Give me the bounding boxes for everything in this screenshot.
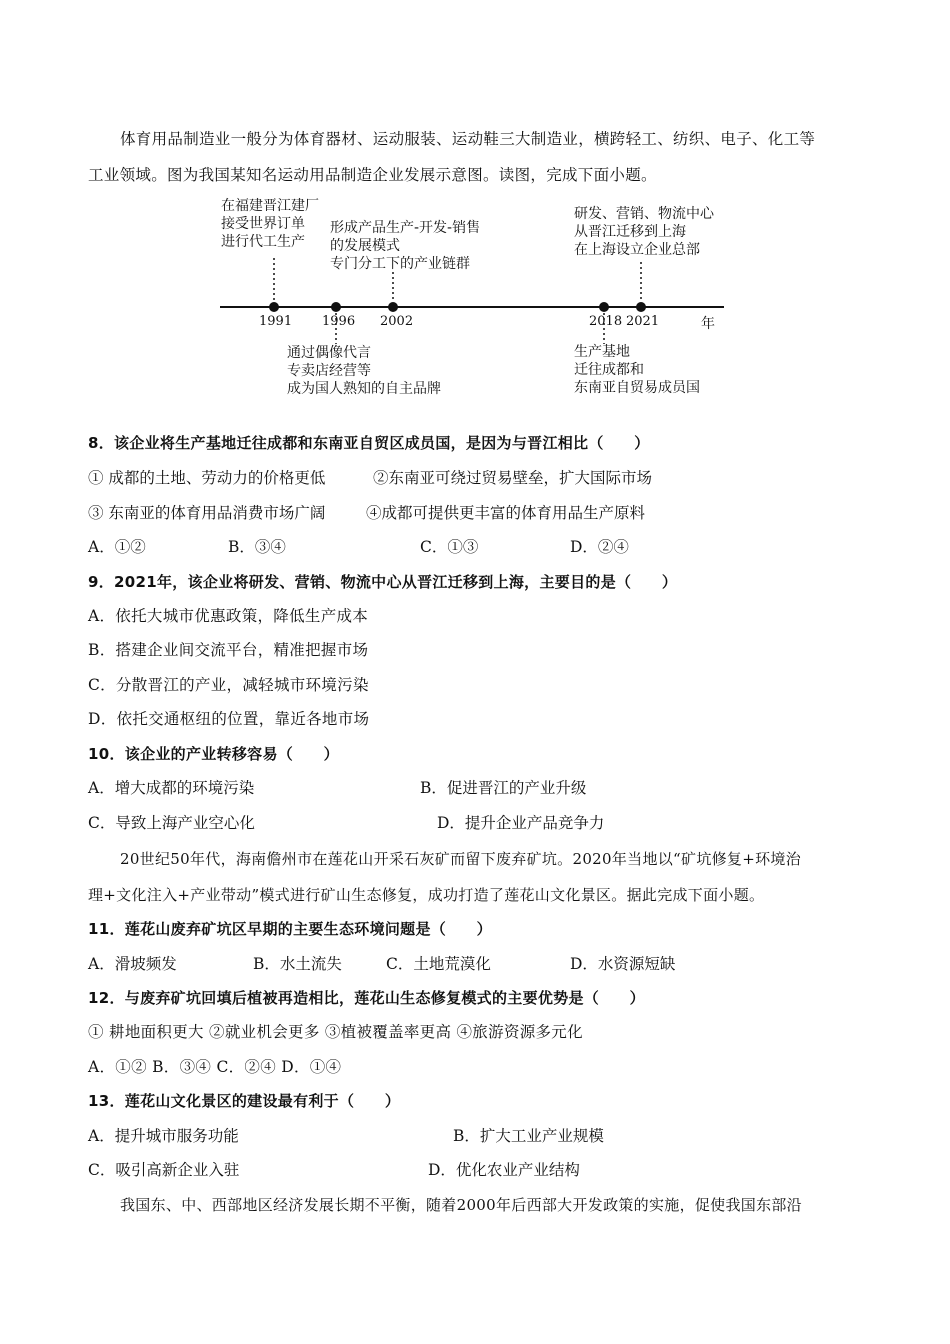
q11-stem: 11．莲花山废弃矿坑区早期的主要生态环境问题是（ ） xyxy=(88,920,492,938)
label-1991-line3: 进行代工生产 xyxy=(221,234,305,250)
timeline-label-1991 xyxy=(221,197,319,251)
timeline-axis-graphic xyxy=(0,0,950,420)
timeline-diagram xyxy=(0,0,950,420)
q9-option-a[interactable]: A．依托大城市优惠政策，降低生产成本 xyxy=(88,607,369,625)
q8-option-b[interactable]: B．③④ xyxy=(228,538,286,556)
q10-option-a[interactable]: A．增大成都的环境污染 xyxy=(88,779,255,797)
label-2002-line3: 专门分工下的产业链群 xyxy=(330,256,470,272)
q10-option-b[interactable]: B．促进晋江的产业升级 xyxy=(420,779,587,797)
timeline-year-2021: 2021 xyxy=(626,314,660,329)
timeline-year-2002: 2002 xyxy=(380,314,414,329)
timeline-label-2018 xyxy=(574,343,700,397)
q9-option-b[interactable]: B．搭建企业间交流平台，精准把握市场 xyxy=(88,641,369,659)
timeline-point-2021 xyxy=(636,302,646,312)
label-2002-line1: 形成产品生产-开发-销售 xyxy=(330,220,481,236)
q13-option-d[interactable]: D．优化农业产业结构 xyxy=(428,1161,580,1179)
q11-option-c[interactable]: C．土地荒漠化 xyxy=(386,955,491,973)
timeline-label-2021 xyxy=(574,205,714,259)
label-1996-line2: 专卖店经营等 xyxy=(287,363,371,379)
intro2-line2: 理+文化注入+产业带动”模式进行矿山生态修复，成功打造了莲花山文化景区。据此完成下面小题。 xyxy=(88,886,765,904)
q12-items: ① 耕地面积更大 ②就业机会更多 ③植被覆盖率更高 ④旅游资源多元化 xyxy=(88,1023,583,1041)
q8-stem: 8．该企业将生产基地迁往成都和东南亚自贸区成员国，是因为与晋江相比（ ） xyxy=(88,434,650,452)
q13-option-a[interactable]: A．提升城市服务功能 xyxy=(88,1127,239,1145)
intro3-line1: 我国东、中、西部地区经济发展长期不平衡，随着2000年后西部大开发政策的实施，促使我国东部沿 xyxy=(120,1196,802,1214)
intro1-line2: 工业领域。图为我国某知名运动用品制造企业发展示意图。读图，完成下面小题。 xyxy=(88,166,657,184)
q9-option-c[interactable]: C．分散晋江的产业，减轻城市环境污染 xyxy=(88,676,369,694)
q8-option-a[interactable]: A．①② xyxy=(88,538,146,556)
q12-options[interactable]: A．①② B．③④ C．②④ D．①④ xyxy=(88,1058,342,1076)
q9-stem: 9．2021年，该企业将研发、营销、物流中心从晋江迁移到上海，主要目的是（ ） xyxy=(88,573,678,591)
timeline-label-1996 xyxy=(287,344,441,398)
q9-option-d[interactable]: D．依托交通枢纽的位置，靠近各地市场 xyxy=(88,710,370,728)
label-2021-line3: 在上海设立企业总部 xyxy=(574,242,700,258)
q11-option-a[interactable]: A．滑坡频发 xyxy=(88,955,177,973)
timeline-point-2002 xyxy=(388,302,398,312)
label-2021-line1: 研发、营销、物流中心 xyxy=(574,206,714,222)
timeline-label-2002 xyxy=(330,219,480,273)
q10-option-c[interactable]: C．导致上海产业空心化 xyxy=(88,814,255,832)
label-2018-line2: 迁往成都和 xyxy=(574,362,644,378)
q11-option-b[interactable]: B．水土流失 xyxy=(253,955,342,973)
timeline-point-1996 xyxy=(331,302,341,312)
q10-stem: 10．该企业的产业转移容易（ ） xyxy=(88,745,339,763)
label-2018-line3: 东南亚自贸易成员国 xyxy=(574,380,700,396)
intro2-line1: 20世纪50年代，海南儋州市在莲花山开采石灰矿而留下废弃矿坑。2020年当地以“矿坑修复+环境治 xyxy=(120,850,801,868)
timeline-year-1991: 1991 xyxy=(259,314,293,329)
timeline-point-1991 xyxy=(269,302,279,312)
q8-option-c[interactable]: C．①③ xyxy=(420,538,479,556)
q13-option-b[interactable]: B．扩大工业产业规模 xyxy=(453,1127,604,1145)
label-2002-line2: 的发展模式 xyxy=(330,238,400,254)
label-1991-line2: 接受世界订单 xyxy=(221,216,305,232)
q8-option-d[interactable]: D．②④ xyxy=(570,538,629,556)
q8-item3: ③ 东南亚的体育用品消费市场广阔 xyxy=(88,504,326,522)
label-2018-line1: 生产基地 xyxy=(574,344,630,360)
label-1991-line1: 在福建晋江建厂 xyxy=(221,198,319,214)
q10-option-d[interactable]: D．提升企业产品竞争力 xyxy=(437,814,605,832)
timeline-point-2018 xyxy=(599,302,609,312)
timeline-year-1996: 1996 xyxy=(322,314,356,329)
q13-option-c[interactable]: C．吸引高新企业入驻 xyxy=(88,1161,240,1179)
q11-option-d[interactable]: D．水资源短缺 xyxy=(570,955,676,973)
label-1996-line1: 通过偶像代言 xyxy=(287,345,371,361)
q8-item4: ④成都可提供更丰富的体育用品生产原料 xyxy=(366,504,646,522)
q12-stem: 12．与废弃矿坑回填后植被再造相比，莲花山生态修复模式的主要优势是（ ） xyxy=(88,989,645,1007)
label-1996-line3: 成为国人熟知的自主品牌 xyxy=(287,381,441,397)
intro1-line1: 体育用品制造业一般分为体育器材、运动服装、运动鞋三大制造业，横跨轻工、纺织、电子、化工等 xyxy=(120,130,816,148)
q8-item2: ②东南亚可绕过贸易壁垒，扩大国际市场 xyxy=(373,469,653,487)
timeline-year-2018: 2018 xyxy=(589,314,623,329)
q8-item1: ① 成都的土地、劳动力的价格更低 xyxy=(88,469,326,487)
label-2021-line2: 从晋江迁移到上海 xyxy=(574,224,686,240)
q13-stem: 13．莲花山文化景区的建设最有利于（ ） xyxy=(88,1092,401,1110)
timeline-unit: 年 xyxy=(701,316,715,332)
